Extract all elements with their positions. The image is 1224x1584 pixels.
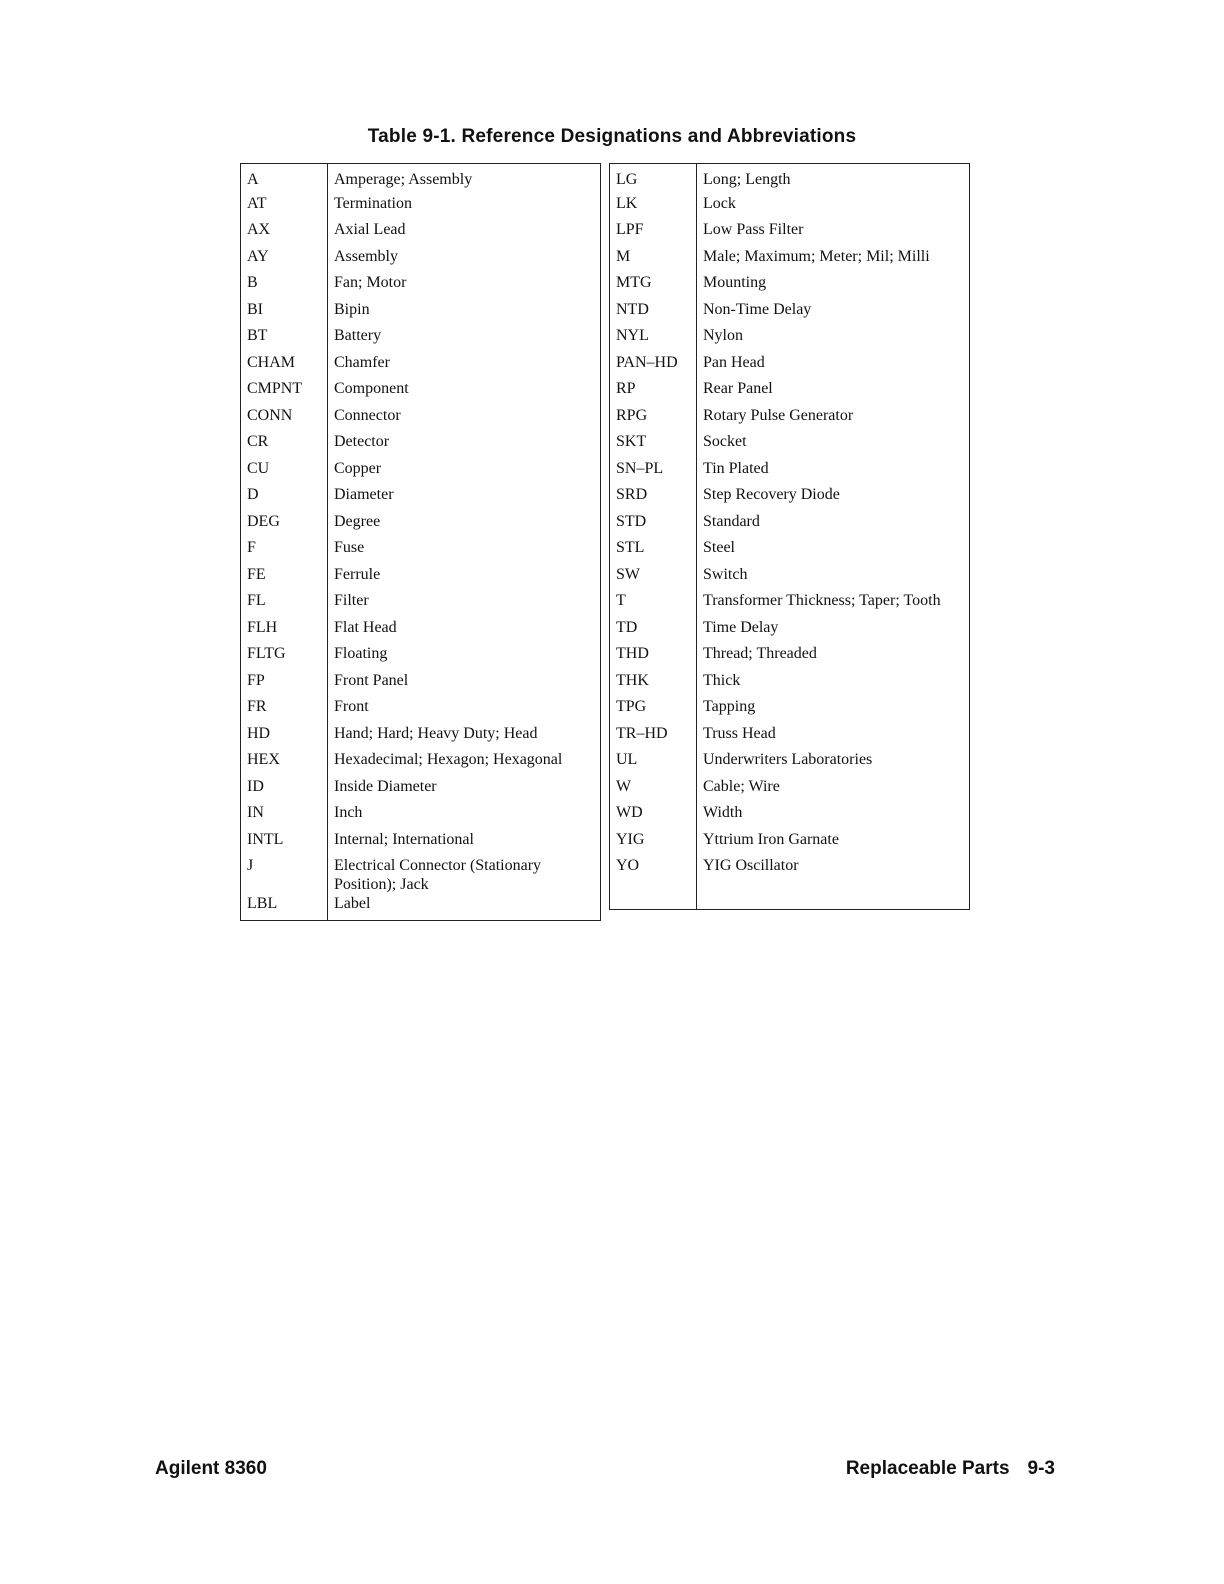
designation-code: SW: [610, 565, 697, 592]
table-row: [241, 724, 601, 751]
designation-code: BI: [241, 300, 328, 327]
table-row: [241, 750, 601, 777]
table-row: [241, 379, 601, 406]
table-row: [610, 194, 970, 221]
designation-code: FE: [241, 565, 328, 592]
table-row: [241, 830, 601, 857]
table-row: [610, 591, 970, 618]
designation-code: TPG: [610, 697, 697, 724]
designation-meaning: Filter: [334, 592, 369, 609]
table-row: [610, 750, 970, 777]
table-row: [241, 194, 601, 221]
designation-code: DEG: [241, 512, 328, 539]
designation-code: LBL: [241, 894, 328, 921]
designation-code: B: [241, 273, 328, 300]
designation-code: A: [241, 164, 328, 194]
table-row: [241, 459, 601, 486]
designation-meaning: Flat Head: [334, 618, 397, 636]
designation-meaning: Underwriters Laboratories: [703, 751, 873, 768]
table-row: [241, 353, 601, 380]
table-row: [610, 565, 970, 592]
footer-product-name: Agilent 8360: [155, 1458, 267, 1479]
designation-meaning: Copper: [334, 459, 382, 477]
designation-meaning: Front Panel: [334, 671, 409, 689]
designation-code: T: [610, 591, 697, 618]
table-row: [241, 671, 601, 698]
designation-meaning: Cable; Wire: [703, 777, 780, 795]
designation-meaning: Switch: [703, 565, 748, 583]
table-row: [610, 220, 970, 247]
designation-code: SRD: [610, 485, 697, 512]
table-row: [241, 512, 601, 539]
designation-meaning: Truss Head: [703, 724, 776, 742]
table-row: [610, 671, 970, 698]
table-row: [610, 856, 970, 883]
table-row: [610, 644, 970, 671]
table-row: [610, 406, 970, 433]
footer-page-number: 9-3: [1027, 1458, 1055, 1479]
table-row: [241, 538, 601, 565]
designation-meaning: Fan; Motor: [334, 274, 407, 291]
table-row: [241, 273, 601, 300]
designation-code: AT: [241, 194, 328, 221]
designation-code: FL: [241, 591, 328, 618]
table-row: [610, 883, 970, 910]
table-row: [610, 459, 970, 486]
designation-meaning: Internal; International: [334, 830, 474, 848]
designation-code: HD: [241, 724, 328, 751]
designation-meaning: Connector: [334, 406, 401, 424]
designation-code: SN–PL: [610, 459, 697, 486]
designation-code: F: [241, 538, 328, 565]
designation-code: TR–HD: [610, 724, 697, 751]
designation-meaning: Non-Time Delay: [703, 300, 812, 318]
table-row: [610, 618, 970, 645]
designation-code: YO: [610, 856, 697, 883]
designation-code: CHAM: [241, 353, 328, 380]
designation-code: J: [241, 856, 328, 894]
designation-meaning: Width: [703, 804, 743, 821]
designation-meaning: [697, 883, 970, 910]
designation-meaning: Battery: [334, 327, 382, 344]
designation-meaning: Fuse: [334, 539, 365, 556]
table-row: [241, 856, 601, 894]
designation-code: PAN–HD: [610, 353, 697, 380]
table-row: [610, 379, 970, 406]
designation-meaning: Ferrule: [334, 565, 381, 583]
designation-code: CR: [241, 432, 328, 459]
designation-code: IN: [241, 803, 328, 830]
table-row: [610, 538, 970, 565]
designation-meaning: Inside Diameter: [334, 777, 437, 795]
table-row: [241, 485, 601, 512]
designation-code: NTD: [610, 300, 697, 327]
designation-code: LPF: [610, 220, 697, 247]
designation-code: CMPNT: [241, 379, 328, 406]
designation-meaning: Thick: [703, 671, 741, 689]
designation-meaning: Transformer Thickness; Taper; Tooth: [703, 592, 941, 609]
designation-meaning: Standard: [703, 512, 760, 530]
table-row: [241, 326, 601, 353]
designation-meaning: Component: [334, 380, 409, 397]
designation-meaning: Label: [334, 895, 371, 912]
designation-code: STD: [610, 512, 697, 539]
designation-meaning: Tapping: [703, 698, 756, 715]
designation-meaning: Diameter: [334, 486, 394, 503]
designation-meaning: Chamfer: [334, 353, 390, 371]
designation-meaning: Assembly: [334, 247, 398, 265]
designation-meaning: Mounting: [703, 274, 767, 291]
designation-meaning: Pan Head: [703, 353, 765, 371]
designation-meaning: Male; Maximum; Meter; Mil; Milli: [703, 247, 930, 265]
table-row: [241, 220, 601, 247]
designation-code: YIG: [610, 830, 697, 857]
designation-code: AX: [241, 220, 328, 247]
designation-meaning: Lock: [703, 194, 736, 212]
table-row: [610, 300, 970, 327]
table-row: [241, 591, 601, 618]
table-row: [610, 803, 970, 830]
designation-code: FLTG: [241, 644, 328, 671]
designation-code: ID: [241, 777, 328, 804]
designation-code: WD: [610, 803, 697, 830]
designation-code: THD: [610, 644, 697, 671]
designation-meaning: Nylon: [703, 327, 743, 344]
table-row: [241, 803, 601, 830]
table-row: [610, 353, 970, 380]
abbreviations-table-right: [609, 163, 970, 910]
designation-code: LG: [610, 164, 697, 194]
designation-code: STL: [610, 538, 697, 565]
designation-code: FLH: [241, 618, 328, 645]
designation-code: CU: [241, 459, 328, 486]
designation-code: NYL: [610, 326, 697, 353]
designation-meaning: Rotary Pulse Generator: [703, 406, 854, 424]
designation-code: MTG: [610, 273, 697, 300]
table-title: Table 9-1. Reference Designations and Abbreviations: [367, 126, 857, 147]
designation-code: LK: [610, 194, 697, 221]
table-row: [610, 697, 970, 724]
table-row: [610, 164, 970, 194]
table-row: [241, 894, 601, 921]
table-row: [241, 164, 601, 194]
designation-meaning: Detector: [334, 433, 390, 450]
designation-code: D: [241, 485, 328, 512]
table-row: [241, 247, 601, 274]
designation-meaning: Termination: [334, 194, 412, 212]
footer-section-name: Replaceable Parts: [845, 1458, 1010, 1479]
table-row: [241, 777, 601, 804]
designation-code: SKT: [610, 432, 697, 459]
designation-meaning: Hexadecimal; Hexagon; Hexagonal: [334, 751, 563, 768]
table-row: [241, 618, 601, 645]
designation-meaning: Thread; Threaded: [703, 645, 817, 662]
table-row: [241, 406, 601, 433]
designation-code: W: [610, 777, 697, 804]
designation-meaning: YIG Oscillator: [703, 857, 799, 874]
table-row: [610, 777, 970, 804]
designation-code: M: [610, 247, 697, 274]
designation-code: INTL: [241, 830, 328, 857]
designation-meaning: Front: [334, 698, 369, 715]
designation-code: FP: [241, 671, 328, 698]
designation-code: [610, 883, 697, 910]
designation-meaning: Degree: [334, 512, 381, 530]
designation-code: RP: [610, 379, 697, 406]
designation-code: UL: [610, 750, 697, 777]
designation-meaning: Low Pass Filter: [703, 221, 804, 238]
designation-meaning: Electrical Connector (Stationary Position); Jack: [334, 857, 542, 893]
designation-meaning: Rear Panel: [703, 380, 773, 397]
designation-meaning: Yttrium Iron Garnate: [703, 830, 839, 848]
designation-meaning: Floating: [334, 645, 388, 662]
designation-meaning: Long; Length: [703, 171, 791, 188]
designation-meaning: Axial Lead: [334, 221, 406, 238]
designation-code: BT: [241, 326, 328, 353]
table-row: [241, 644, 601, 671]
table-row: [610, 432, 970, 459]
designation-code: RPG: [610, 406, 697, 433]
designation-code: FR: [241, 697, 328, 724]
designation-meaning: Steel: [703, 539, 735, 556]
table-row: [610, 512, 970, 539]
designation-meaning: Time Delay: [703, 618, 779, 636]
designation-code: HEX: [241, 750, 328, 777]
table-row: [241, 565, 601, 592]
designation-meaning: Step Recovery Diode: [703, 486, 840, 503]
designation-meaning: Tin Plated: [703, 459, 769, 477]
table-row: [610, 485, 970, 512]
table-row: [241, 697, 601, 724]
designation-code: CONN: [241, 406, 328, 433]
table-row: [610, 273, 970, 300]
abbreviations-table-left: [240, 163, 601, 921]
designation-meaning: Bipin: [334, 300, 370, 318]
table-row: [610, 326, 970, 353]
designation-meaning: Socket: [703, 433, 747, 450]
designation-code: THK: [610, 671, 697, 698]
designation-meaning: Inch: [334, 804, 363, 821]
table-row: [610, 724, 970, 751]
designation-code: AY: [241, 247, 328, 274]
table-row: [610, 830, 970, 857]
designation-meaning: Amperage; Assembly: [334, 171, 473, 188]
table-row: [610, 247, 970, 274]
footer-page-info: [846, 1458, 1055, 1480]
table-row: [241, 432, 601, 459]
designation-meaning: Hand; Hard; Heavy Duty; Head: [334, 724, 538, 742]
designation-code: TD: [610, 618, 697, 645]
table-row: [241, 300, 601, 327]
